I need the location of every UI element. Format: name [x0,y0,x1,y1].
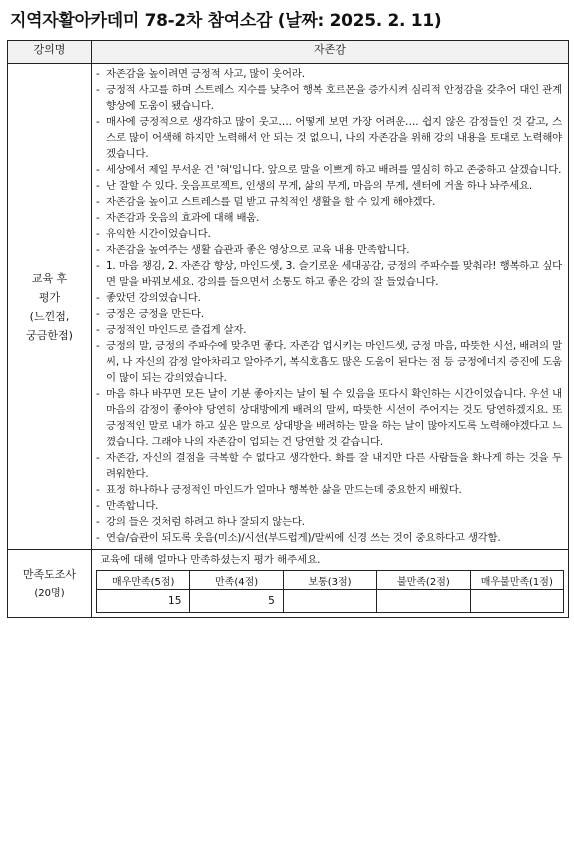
rating-header: 매우만족(5점) [97,571,190,590]
satisfaction-label-cell [8,550,92,618]
evaluation-label-line: (느낀점, [29,309,70,323]
header-row [8,41,569,64]
rating-value: 15 [97,590,190,613]
feedback-item: - 긍정적 사고를 하며 스트레스 지수를 낮추어 행복 호르몬을 증가시켜 심리적 안정감을 갖추어 대인 관계 향상에 도움이 됐습니다. [96,82,562,114]
satisfaction-row [8,550,569,618]
rating-header: 보통(3점) [283,571,376,590]
lecture-name-header: 강의명 [8,41,92,64]
evaluation-row [8,64,569,550]
feedback-item: - 매사에 긍정적으로 생각하고 많이 웃고…. 어떻게 보면 가장 어려운…. 쉽지 않은 감정들인 것 같고, 스스로 많이 어색해 하지만 노력해서 안 되는 것 없으니, 나의 자존감을 위해 강의 내용을 토대로 노력해야겠습니다. [96,114,562,162]
evaluation-label [8,64,92,550]
feedback-item: - 표정 하나하나 긍정적인 마인드가 얼마나 행복한 삶을 만드는데 중요한지 배웠다. [96,482,562,498]
feedback-item: - 긍정은 긍정을 만든다. [96,306,562,322]
feedback-item: - 자존감과 웃음의 효과에 대해 배움. [96,210,562,226]
feedback-cell [92,64,569,550]
satisfaction-table [96,570,564,613]
rating-header: 만족(4점) [190,571,283,590]
evaluation-label-line: 교육 후 [31,271,68,285]
feedback-item: - 자존감을 높이려면 긍정적 사고, 많이 웃어라. [96,66,562,82]
page-title: 지역자활아카데미 78-2차 참여소감 (날짜: 2025. 2. 11) [10,11,442,31]
feedback-table [7,40,569,618]
satisfaction-cell [92,550,569,618]
feedback-item: - 자존감, 자신의 결점을 극복할 수 없다고 생각한다. 화를 잘 내지만 다른 사람들을 화나게 하는 것을 두려워한다. [96,450,562,482]
satisfaction-label: 만족도조사 [22,567,77,581]
rating-value [377,590,470,613]
rating-value [470,590,563,613]
feedback-item: - 긍정적인 마인드로 즐겁게 살자. [96,322,562,338]
lecture-name-value: 자존감 [92,41,569,64]
feedback-item: - 1. 마음 챙김, 2. 자존감 향상, 마인드셋, 3. 슬기로운 세대공감, 긍정의 주파수를 맞춰라! 행복하고 싶다면 말을 바꿔보세요. 강의를 들으면서 소통도 하고 좋은 강의 잘 들었습니다. [96,258,562,290]
feedback-list [96,66,562,546]
feedback-item: - 자존감을 높여주는 생활 습관과 좋은 영상으로 교육 내용 만족합니다. [96,242,562,258]
feedback-item: - 좋았던 강의였습니다. [96,290,562,306]
feedback-item: - 연습/습관이 되도록 웃음(미소)/시선(부드럽게)/말씨에 신경 쓰는 것이 중요하다고 생각함. [96,530,562,546]
evaluation-label-line: 평가 [38,290,61,304]
feedback-item: - 난 잘할 수 있다. 웃음프로젝트, 인생의 무게, 삶의 무게, 마음의 무게, 센터에 거울 하나 놔주세요. [96,178,562,194]
feedback-item: - 만족합니다. [96,498,562,514]
rating-value: 5 [190,590,283,613]
feedback-item: - 세상에서 제일 무서운 건 '혀'입니다. 앞으로 말을 이쁘게 하고 배려를 열심히 하고 존중하고 살겠습니다. [96,162,562,178]
rating-value [283,590,376,613]
respondent-count: (20명) [34,587,65,599]
satisfaction-question: 교육에 대해 얼마나 만족하셨는지 평가 해주세요. [100,554,321,566]
satisfaction-value-row [97,590,564,613]
feedback-item: - 마음 하나 바꾸면 모든 날이 기분 좋아지는 날이 될 수 있음을 또다시 확인하는 시간이었습니다. 우선 내 마음의 감정이 좋아야 당연히 상대방에게 배려의 말씨, 따뜻한 시선이 주어지는 것도 당연하겠지요. 또 긍정적인 말로 내가 하고 싶은 말으로 상대방을 배려하는 말을 하는 날이 많아지도록 노력해야겠다고 느꼈습니다. 그래야 나의 자존감이 업되는 건 당연할 것 같습니다. [96,386,562,450]
satisfaction-header-row [97,571,564,590]
feedback-item: - 유익한 시간이었습니다. [96,226,562,242]
feedback-item: - 강의 들은 것처럼 하려고 하나 잘되지 않는다. [96,514,562,530]
rating-header: 매우불만족(1점) [470,571,563,590]
feedback-item: - 긍정의 말, 긍정의 주파수에 맞추면 좋다. 자존감 업시키는 마인드셋, 긍정 마음, 따뜻한 시선, 배려의 말씨, 나 자신의 감정 알아차리고 알아주기, 복식호흡도 많은 도움이 된다는 점 등 긍정에너지 증진에 도움이 많이 되는 강의였습니다. [96,338,562,386]
evaluation-label-line: 궁금한점) [26,328,73,342]
feedback-item: - 자존감을 높이고 스트레스를 덜 받고 규칙적인 생활을 할 수 있게 해야겠다. [96,194,562,210]
rating-header: 불만족(2점) [377,571,470,590]
